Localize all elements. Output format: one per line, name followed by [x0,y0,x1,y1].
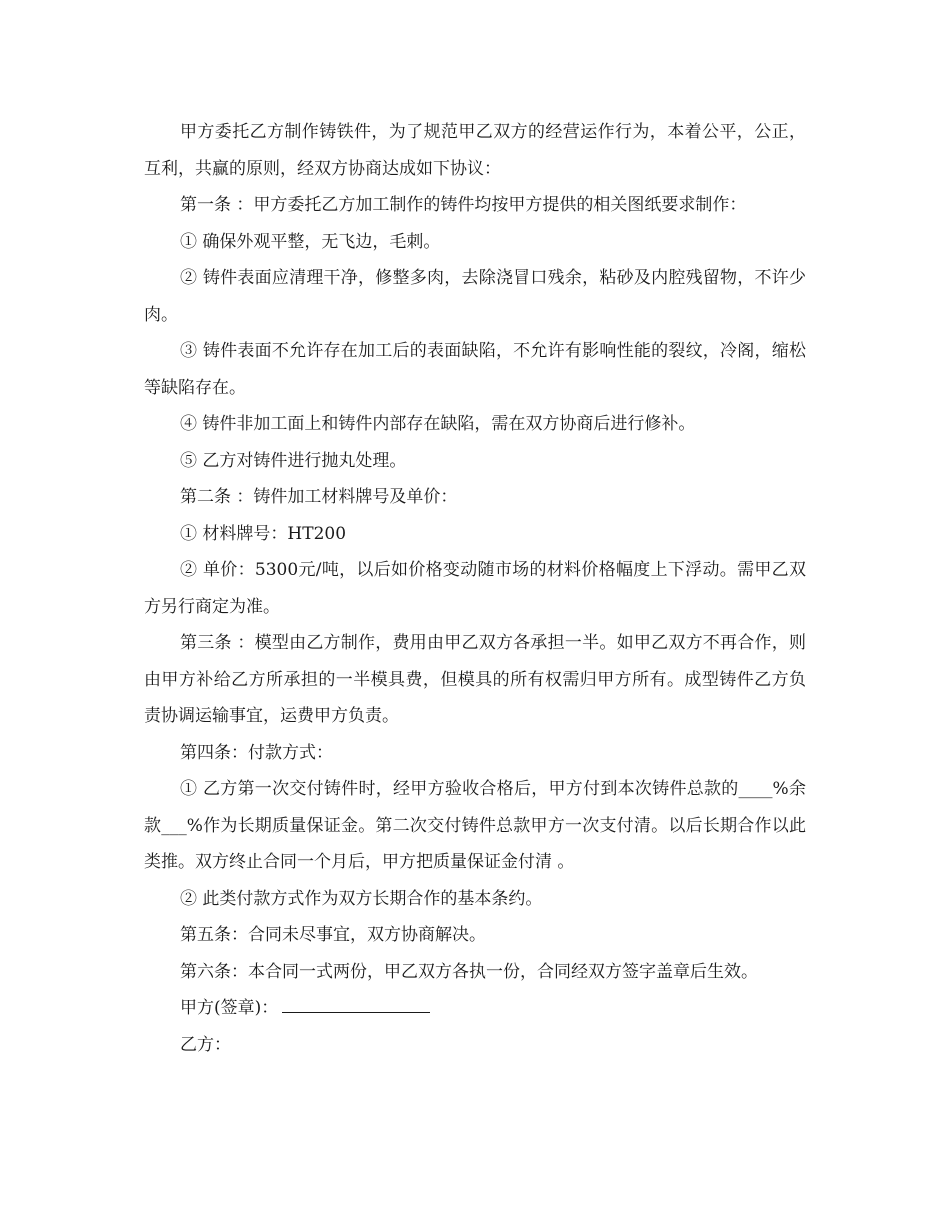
signature-party-a-line [282,990,430,1013]
signature-party-a [144,990,806,1027]
signature-party-a-label: 甲方(签章)： [180,998,279,1018]
article-3: 第三条 ：模型由乙方制作，费用由甲乙双方各承担一半。如甲乙双方不再合作，则由甲方补给乙方所承担的一半模具费，但模具的所有权需归甲方所有。成型铸件乙方负责协调运输事宜，运费甲方负责。 [144,633,806,726]
article-1-heading: 第一条 ：甲方委托乙方加工制作的铸件均按甲方提供的相关图纸要求制作： [180,195,747,215]
signature-party-b [144,1027,806,1064]
article-6: 第六条：本合同一式两份，甲乙双方各执一份，合同经双方签字盖章后生效。 [180,961,758,982]
article-1-item-1: ① 确保外观平整，无飞边，毛刺。 [180,231,441,252]
article-1-item-2: ② 铸件表面应清理干净，修整多肉，去除浇冒口残余，粘砂及内腔残留物，不许少肉。 [144,268,806,325]
article-2-item-1: ① 材料牌号：HT200 [180,523,347,544]
contract-preamble: 甲方委托乙方制作铸铁件，为了规范甲乙双方的经营运作行为，本着公平，公正，互利，共赢的原则，经双方协商达成如下协议： [144,122,806,179]
article-2-item-2: ② 单价：5300元/吨，以后如价格变动随市场的材料价格幅度上下浮动。需甲乙双方另行商定为准。 [144,560,806,617]
article-4-item-1: ① 乙方第一次交付铸件时，经甲方验收合格后，甲方付到本次铸件总款的____%余款___%作为长期质量保证金。第二次交付铸件总款甲方一次支付清。以后长期合作以此类推。双方终止合同一个月后，甲方把质量保证金付清 。 [144,779,806,872]
article-1-item-5: ⑤ 乙方对铸件进行抛丸处理。 [180,450,407,471]
article-4-item-2: ② 此类付款方式作为双方长期合作的基本条约。 [180,888,543,909]
article-2-heading: 第二条 ：铸件加工材料牌号及单价： [180,487,458,507]
article-5: 第五条：合同未尽事宜，双方协商解决。 [180,925,486,945]
article-1-item-3: ③ 铸件表面不允许存在加工后的表面缺陷，不允许有影响性能的裂纹，冷阁，缩松等缺陷存在。 [144,341,806,398]
signature-party-b-label: 乙方： [180,1034,231,1055]
article-4-heading: 第四条：付款方式： [180,742,333,763]
contract-body [144,114,806,1063]
article-1-item-4: ④ 铸件非加工面上和铸件内部存在缺陷，需在双方协商后进行修补。 [180,414,696,434]
